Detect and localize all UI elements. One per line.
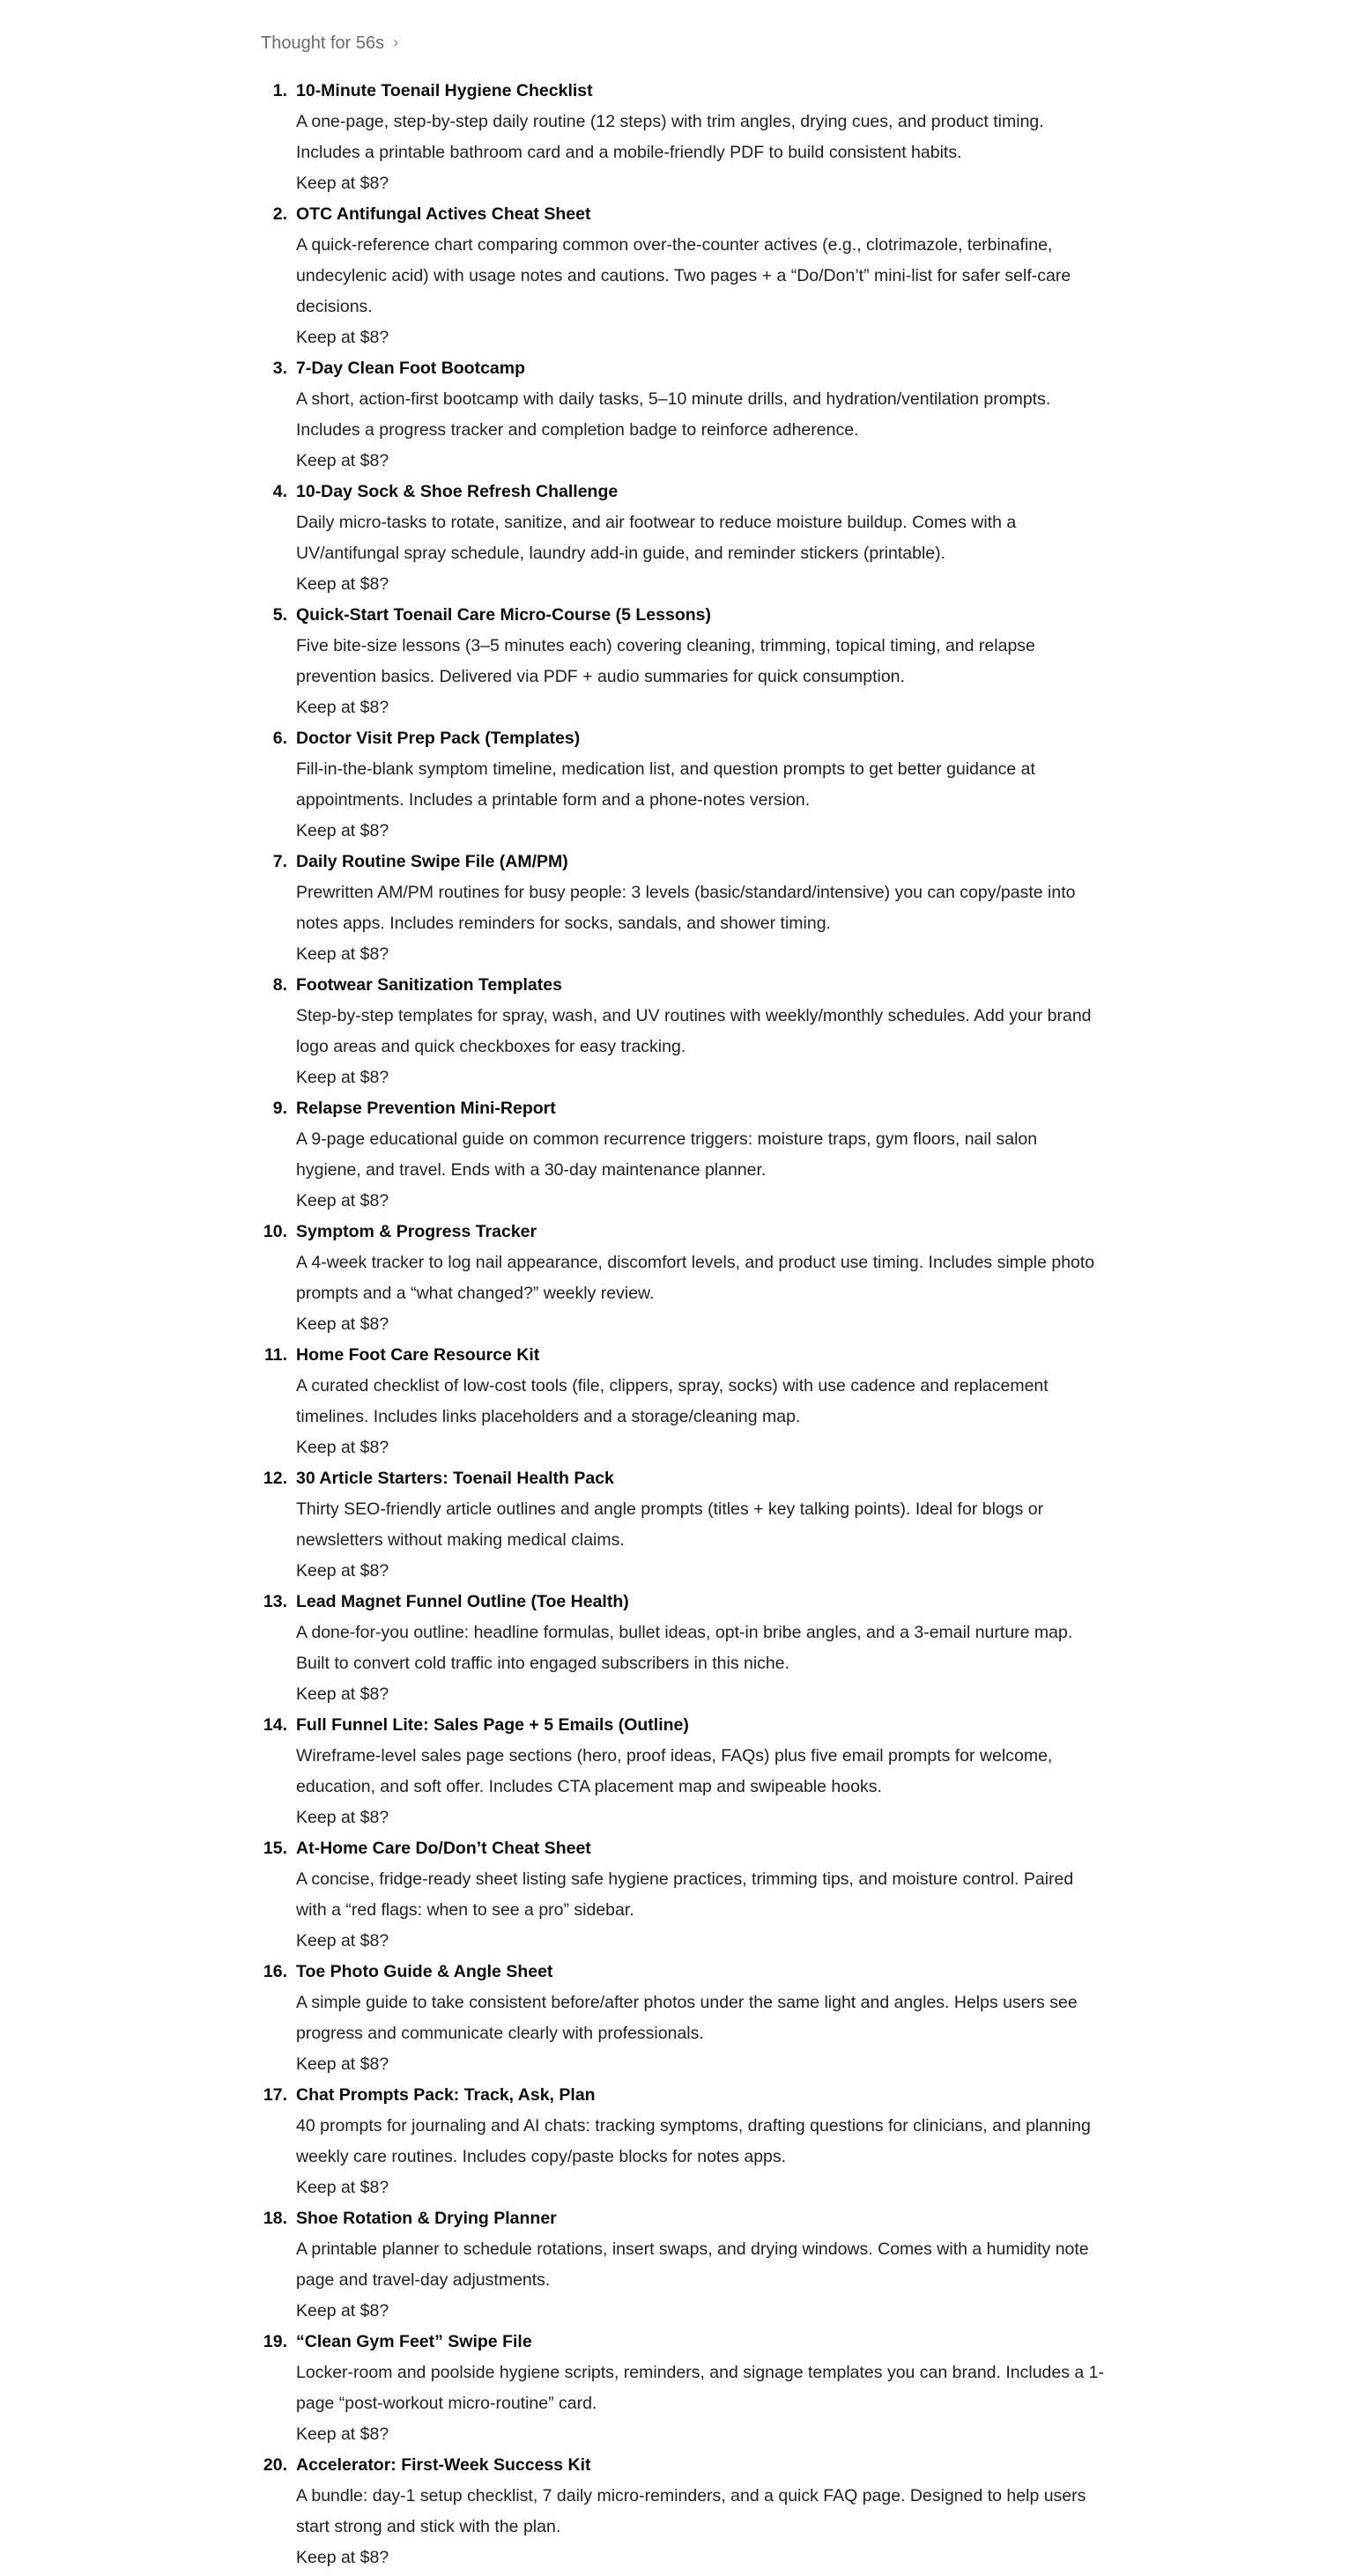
item-description: Daily micro-tasks to rotate, sanitize, and air footwear to reduce moisture buildup. Comes with a UV/antifungal spray schedule, laundry add-in guide, and reminder stickers (printable).: [296, 513, 1017, 563]
item-number: 1.: [272, 81, 287, 100]
item-description: Locker-room and poolside hygiene scripts, reminders, and signage templates you can brand. Includes a 1-page “post-workout micro-routine” card.: [296, 2363, 1105, 2413]
item-number: 13.: [263, 1592, 287, 1611]
item-price-question: Keep at $8?: [296, 1191, 389, 1210]
list-item: [261, 2203, 1107, 2327]
list-item: [261, 723, 1107, 847]
item-title: Accelerator: First-Week Success Kit: [296, 2455, 591, 2475]
item-description: A 4-week tracker to log nail appearance, discomfort levels, and product use timing. Includes simple photo prompts and a “what changed?” weekly review.: [296, 1253, 1095, 1303]
item-title: Lead Magnet Funnel Outline (Toe Health): [296, 1592, 629, 1611]
item-price-question: Keep at $8?: [296, 451, 389, 470]
item-number: 7.: [272, 852, 287, 871]
item-description: A bundle: day-1 setup checklist, 7 daily micro-reminders, and a quick FAQ page. Designed to help users start strong and stick with the plan.: [296, 2486, 1086, 2536]
item-title: Chat Prompts Pack: Track, Ask, Plan: [296, 2085, 596, 2105]
item-number: 4.: [272, 482, 287, 501]
item-title: Relapse Prevention Mini-Report: [296, 1099, 556, 1118]
item-title: 7-Day Clean Foot Bootcamp: [296, 359, 526, 378]
item-title: Toe Photo Guide & Angle Sheet: [296, 1962, 553, 1981]
item-price-question: Keep at $8?: [296, 2301, 389, 2321]
item-title: At-Home Care Do/Don’t Cheat Sheet: [296, 1839, 591, 1858]
item-price-question: Keep at $8?: [296, 328, 389, 347]
list-item: [261, 600, 1107, 723]
item-description: A curated checklist of low-cost tools (file, clippers, spray, socks) with use cadence and replacement timelines. Includes links placeholders and a storage/cleaning map.: [296, 1376, 1049, 1426]
list-item: [261, 1587, 1107, 1710]
item-number: 17.: [263, 2085, 287, 2105]
list-item: [261, 1957, 1107, 2080]
item-price-question: Keep at $8?: [296, 2424, 389, 2444]
item-description: Prewritten AM/PM routines for busy people: 3 levels (basic/standard/intensive) you can copy/paste into notes apps. Includes reminders for socks, sandals, and shower timing.: [296, 883, 1076, 933]
item-number: 11.: [263, 1345, 287, 1365]
item-title: Footwear Sanitization Templates: [296, 975, 562, 995]
list-item: [261, 2327, 1107, 2450]
item-price-question: Keep at $8?: [296, 1561, 389, 1580]
list-item: [261, 1093, 1107, 1217]
item-price-question: Keep at $8?: [296, 1684, 389, 1704]
list-item: [261, 76, 1107, 199]
item-description: A one-page, step-by-step daily routine (12 steps) with trim angles, drying cues, and product timing. Includes a printable bathroom card and a mobile-friendly PDF to build consistent habits.: [296, 112, 1044, 162]
item-title: 10-Day Sock & Shoe Refresh Challenge: [296, 482, 619, 501]
item-number: 6.: [272, 729, 287, 748]
item-price-question: Keep at $8?: [296, 1931, 389, 1951]
item-number: 10.: [263, 1222, 287, 1241]
list-item: [261, 353, 1107, 477]
list-item: [261, 2080, 1107, 2203]
list-item: [261, 199, 1107, 353]
item-number: 8.: [272, 975, 287, 995]
item-description: A quick-reference chart comparing common over-the-counter actives (e.g., clotrimazole, terbinafine, undecylenic acid) with usage notes and cautions. Two pages + a “Do/Don’t” mini-list for safer self-care decisions.: [296, 235, 1071, 316]
item-title: Home Foot Care Resource Kit: [296, 1345, 540, 1365]
list-item: [261, 1217, 1107, 1340]
item-description: Step-by-step templates for spray, wash, and UV routines with weekly/monthly schedules. Add your brand logo areas and quick checkboxes for easy tracking.: [296, 1006, 1092, 1056]
list-item: [261, 1463, 1107, 1587]
item-title: Shoe Rotation & Drying Planner: [296, 2209, 557, 2228]
item-title: “Clean Gym Feet” Swipe File: [296, 2332, 532, 2351]
list-item: [261, 970, 1107, 1093]
item-number: 14.: [263, 1715, 287, 1735]
item-title: OTC Antifungal Actives Cheat Sheet: [296, 204, 591, 224]
product-idea-list: [261, 76, 1107, 2573]
item-price-question: Keep at $8?: [296, 1808, 389, 1827]
item-description: A simple guide to take consistent before/after photos under the same light and angles. Helps users see progress and communicate clearly with professionals.: [296, 1993, 1078, 2043]
list-item: [261, 477, 1107, 600]
item-number: 5.: [272, 605, 287, 625]
chevron-right-icon: ›: [393, 33, 399, 51]
item-description: A done-for-you outline: headline formulas, bullet ideas, opt-in bribe angles, and a 3-email nurture map. Built to convert cold traffic into engaged subscribers in this niche.: [296, 1623, 1073, 1673]
item-description: Wireframe-level sales page sections (hero, proof ideas, FAQs) plus five email prompts for welcome, education, and soft offer. Includes CTA placement map and swipeable hooks.: [296, 1746, 1053, 1796]
item-price-question: Keep at $8?: [296, 2178, 389, 2197]
item-description: A printable planner to schedule rotations, insert swaps, and drying windows. Comes with a humidity note page and travel-day adjustments.: [296, 2239, 1089, 2290]
item-title: Full Funnel Lite: Sales Page + 5 Emails (Outline): [296, 1715, 689, 1735]
item-price-question: Keep at $8?: [296, 574, 389, 594]
item-title: 30 Article Starters: Toenail Health Pack: [296, 1469, 614, 1488]
item-number: 3.: [272, 359, 287, 378]
item-number: 20.: [263, 2455, 287, 2475]
list-item: [261, 1833, 1107, 1957]
item-price-question: Keep at $8?: [296, 821, 389, 840]
item-description: Thirty SEO-friendly article outlines and angle prompts (titles + key talking points). Ideal for blogs or newsletters without making medical claims.: [296, 1499, 1044, 1550]
item-description: A concise, fridge-ready sheet listing safe hygiene practices, trimming tips, and moisture control. Paired with a “red flags: when to see a pro” sidebar.: [296, 1869, 1074, 1920]
item-price-question: Keep at $8?: [296, 2548, 389, 2567]
item-number: 19.: [263, 2332, 287, 2351]
item-number: 16.: [263, 1962, 287, 1981]
list-item: [261, 2450, 1107, 2573]
item-title: Symptom & Progress Tracker: [296, 1222, 537, 1241]
item-number: 18.: [263, 2209, 287, 2228]
item-number: 12.: [263, 1469, 287, 1488]
item-description: Five bite-size lessons (3–5 minutes each) covering cleaning, trimming, topical timing, and relapse prevention basics. Delivered via PDF + audio summaries for quick consumption.: [296, 636, 1035, 686]
thought-label: Thought for 56s: [261, 33, 385, 53]
item-title: Doctor Visit Prep Pack (Templates): [296, 729, 581, 748]
item-price-question: Keep at $8?: [296, 174, 389, 193]
list-item: [261, 1340, 1107, 1463]
item-description: Fill-in-the-blank symptom timeline, medication list, and question prompts to get better guidance at appointments. Includes a printable form and a phone-notes version.: [296, 759, 1035, 810]
list-item: [261, 1710, 1107, 1833]
item-description: A short, action-first bootcamp with daily tasks, 5–10 minute drills, and hydration/ventilation prompts. Includes a progress tracker and completion badge to reinforce adherence.: [296, 389, 1051, 440]
item-price-question: Keep at $8?: [296, 2054, 389, 2074]
item-title: Quick-Start Toenail Care Micro-Course (5 Lessons): [296, 605, 711, 625]
item-price-question: Keep at $8?: [296, 1438, 389, 1457]
item-description: A 9-page educational guide on common recurrence triggers: moisture traps, gym floors, nail salon hygiene, and travel. Ends with a 30-day maintenance planner.: [296, 1129, 1038, 1180]
item-description: 40 prompts for journaling and AI chats: tracking symptoms, drafting questions for clinicians, and planning weekly care routines. Includes copy/paste blocks for notes apps.: [296, 2116, 1091, 2166]
item-price-question: Keep at $8?: [296, 1314, 389, 1334]
item-number: 15.: [263, 1839, 287, 1858]
item-number: 2.: [272, 204, 287, 224]
list-item: [261, 847, 1107, 970]
item-number: 9.: [272, 1099, 287, 1118]
item-price-question: Keep at $8?: [296, 698, 389, 717]
chat-message: [261, 0, 1107, 2573]
item-price-question: Keep at $8?: [296, 944, 389, 964]
item-price-question: Keep at $8?: [296, 1068, 389, 1087]
item-title: 10-Minute Toenail Hygiene Checklist: [296, 81, 593, 100]
item-title: Daily Routine Swipe File (AM/PM): [296, 852, 568, 871]
thought-toggle[interactable]: [261, 30, 398, 56]
